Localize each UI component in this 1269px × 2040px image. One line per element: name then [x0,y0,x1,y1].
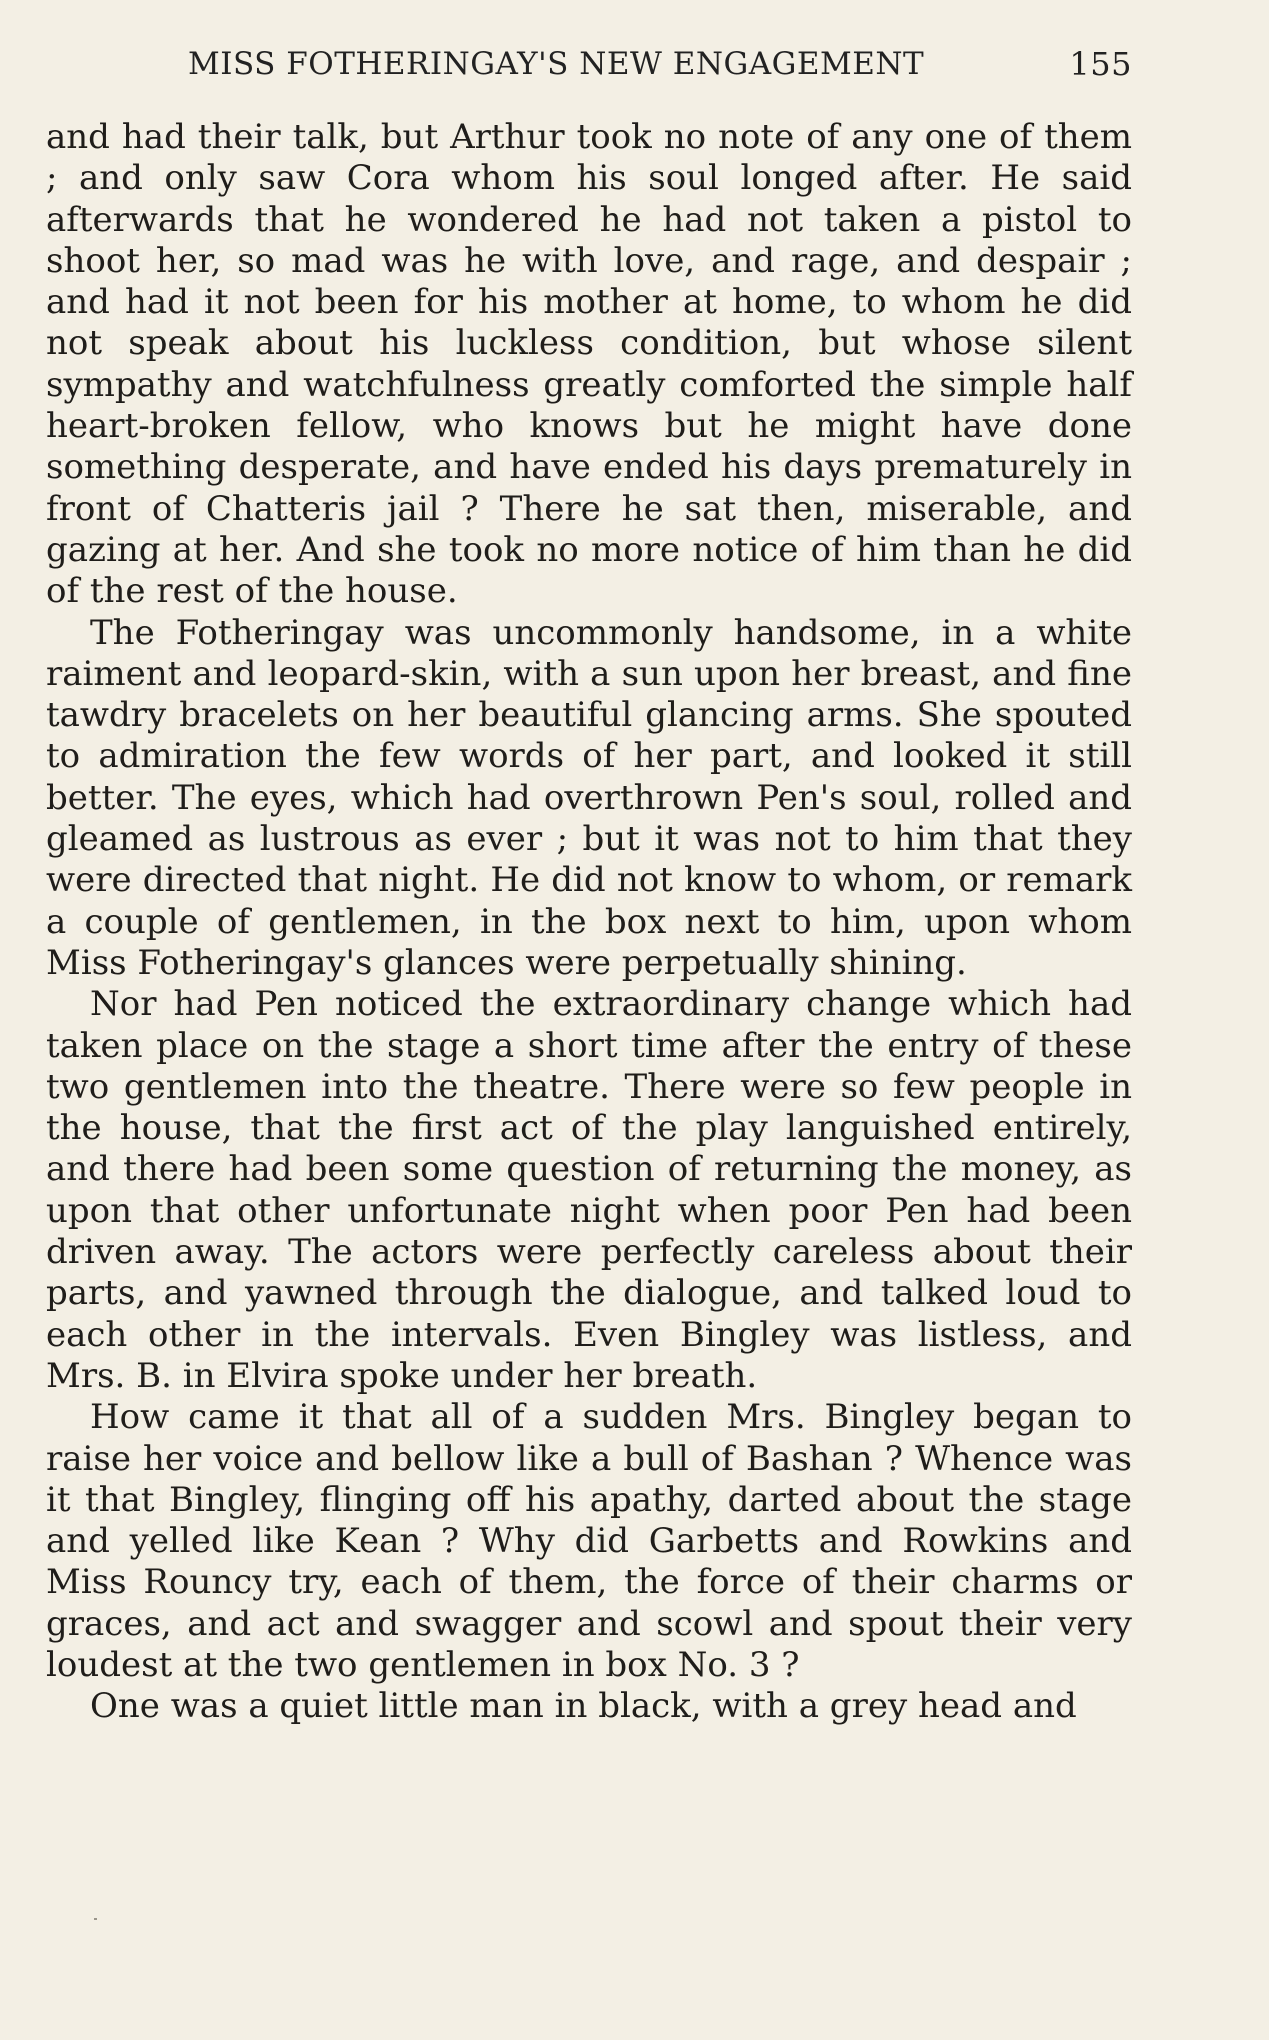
paragraph-stage-change: Nor had Pen noticed the extraordinary change which had taken place on the stage a short time after the entry of these two gentlemen into the theatre. There were so few people in the house, that the first act of the play languished entirely, and there had been some question of returning the money, as upon that other unfortunate night when poor Pen had been driven away. The actors were perfectly careless about their parts, and yawned through the dialogue, and talked loud to each other in the intervals. Even Bingley was listless, and Mrs. B. in Elvira spoke under her breath. [46,984,1132,1396]
paper-speck [94,1918,97,1920]
paragraph-continued: and had their talk, but Arthur took no note of any one of them ; and only saw Cora whom his soul longed after. He said afterwards that he wondered he had not taken a pistol to shoot her, so mad was he with love, and rage, and despair ; and had it not been for his mother at home, to whom he did not speak about his luckless condition, but whose silent sympathy and watchfulness greatly comforted the simple half heart-broken fellow, who knows but he might have done something desperate, and have ended his days prematurely in front of Chatteris jail ? There he sat then, miserable, and gazing at her. And she took no more notice of him than he did of the rest of the house. [46,117,1132,612]
running-header [188,42,1132,86]
body-text [46,117,1132,1728]
paragraph-bingley: How came it that all of a sudden Mrs. Bingley began to raise her voice and bellow like a bull of Bashan ? Whence was it that Bingley, flinging off his apathy, darted about the stage and yelled like Kean ? Why did Garbetts and Rowkins and Miss Rouncy try, each of them, the force of their charms or graces, and act and swagger and scowl and spout their very loudest at the two gentlemen in box No. 3 ? [46,1397,1132,1685]
chapter-title: MISS FOTHERINGAY'S NEW ENGAGEMENT [188,46,925,82]
paragraph-quiet-man: One was a quiet little man in black, with a grey head and [90,1686,1077,1727]
paragraph-fotheringay: The Fotheringay was uncommonly handsome, in a white raiment and leopard-skin, with a sun upon her breast, and fine tawdry bracelets on her beautiful glancing arms. She spouted to admiration the few words of her part, and looked it still better. The eyes, which had overthrown Pen's soul, rolled and gleamed as lustrous as ever ; but it was not to him that they were directed that night. He did not know to whom, or remark a couple of gentlemen, in the box next to him, upon whom Miss Fotheringay's glances were perpetually shining. [46,612,1132,983]
page-number: 155 [1069,45,1132,83]
